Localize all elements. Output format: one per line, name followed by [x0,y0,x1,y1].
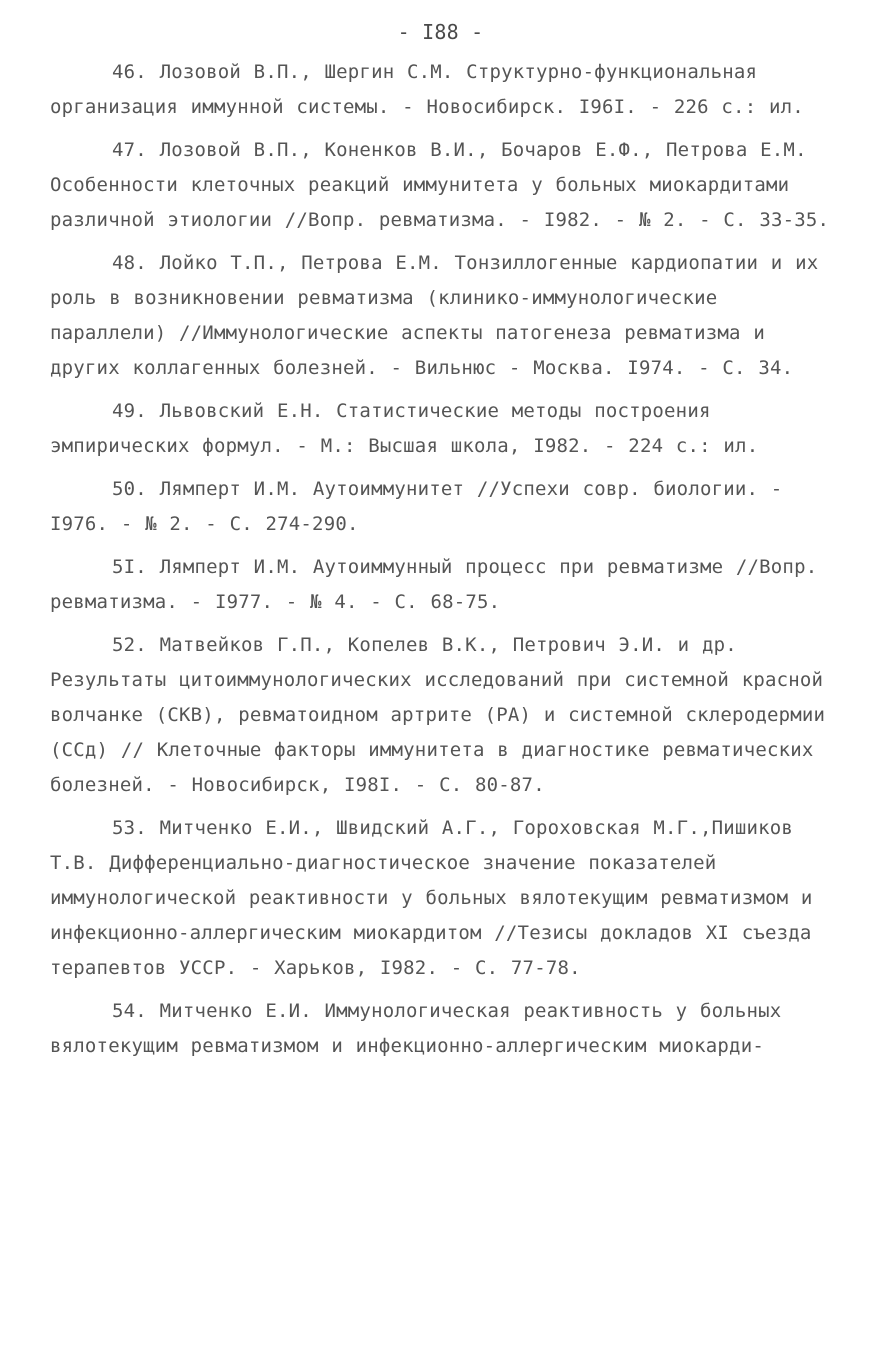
reference-text: Лямперт И.М. Аутоиммунитет //Успехи совр. биологии. - I976. - № 2. - С. 274-290. [50,478,783,535]
reference-number: 49. [112,400,147,422]
reference-number: 52. [112,634,147,656]
reference-text: Лямперт И.М. Аутоиммунный процесс при ревматизме //Вопр. ревматизма. - I977. - № 4. - С. 68-75. [50,556,818,613]
reference-number: 54. [112,1000,147,1022]
reference-item [50,472,830,542]
reference-text: Матвейков Г.П., Копелев В.К., Петрович Э.И. и др. Результаты цитоиммунологических исследований при системной красной волчанке (СКВ), ревматоидном артрите (РА) и системной склеродермии (ССд) // Клеточные факторы иммунитета в диагностике ревматических болезней. - Новосибирск, I98I. - С. 80-87. [50,634,826,796]
reference-number: 53. [112,817,147,839]
page-number: - I88 - [397,20,484,44]
reference-number: 46. [112,61,147,83]
reference-list [50,55,830,1072]
reference-item [50,550,830,620]
reference-item [50,994,830,1064]
reference-item [50,55,830,125]
reference-number: 50. [112,478,147,500]
reference-text: Львовский Е.Н. Статистические методы построения эмпирических формул. - М.: Высшая школа, I982. - 224 с.: ил. [50,400,759,457]
reference-text: Лозовой В.П., Шергин С.М. Структурно-функциональная организация иммунной системы. - Новосибирск. I96I. - 226 с.: ил. [50,61,804,118]
reference-number: 48. [112,252,147,274]
reference-item [50,133,830,238]
reference-item [50,394,830,464]
reference-text: Лозовой В.П., Коненков В.И., Бочаров Е.Ф., Петрова Е.М. Особенности клеточных реакций иммунитета у больных миокардитами различной этиологии //Вопр. ревматизма. - I982. - № 2. - С. 33-35. [50,139,830,231]
reference-item [50,246,830,386]
reference-number: 47. [112,139,147,161]
reference-item [50,811,830,986]
reference-number: 5I. [112,556,147,578]
reference-text: Митченко Е.И. Иммунологическая реактивность у больных вялотекущим ревматизмом и инфекционно-аллергическим миокарди- [50,1000,782,1057]
reference-item [50,628,830,803]
reference-text: Лойко Т.П., Петрова Е.М. Тонзиллогенные кардиопатии и их роль в возникновении ревматизма (клинико-иммунологические параллели) //Иммунологические аспекты патогенеза ревматизма и других коллагенных болезней. - Вильнюс - Москва. I974. - С. 34. [50,252,819,379]
reference-text: Митченко Е.И., Швидский А.Г., Гороховская М.Г.,Пишиков Т.В. Дифференциально-диагностическое значение показателей иммунологической реактивности у больных вялотекущим ревматизмом и инфекционно-аллергическим миокардитом //Тезисы докладов XI съезда терапевтов УССР. - Харьков, I982. - С. 77-78. [50,817,813,979]
